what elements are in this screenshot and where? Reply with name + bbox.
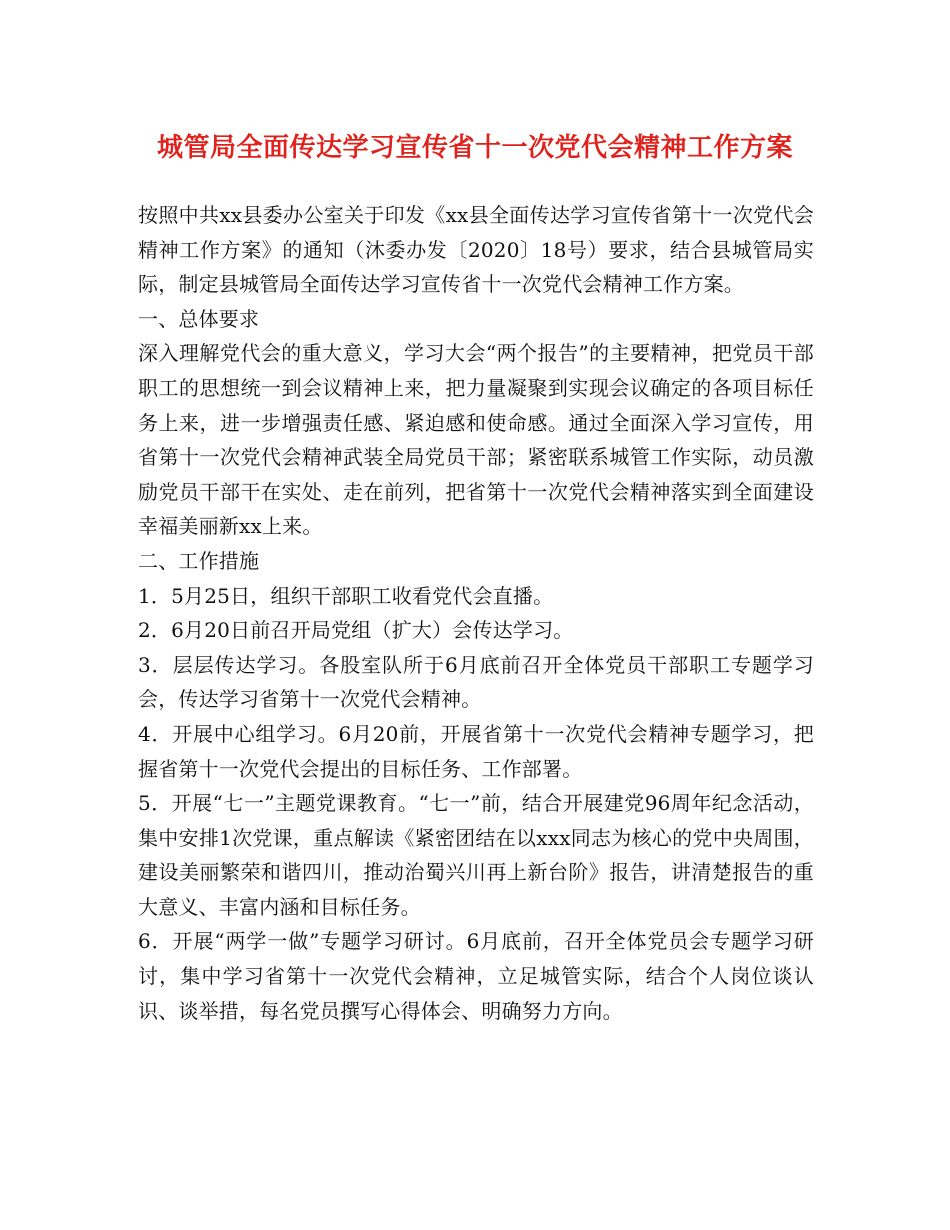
section-heading-work-measures: 二、工作措施 [138,548,260,573]
document-title: 城管局全面传达学习宣传省十一次党代会精神工作方案 [156,133,793,163]
document-body [138,198,814,1028]
intro-paragraph: 按照中共xx县委办公室关于印发《xx县全面传达学习宣传省第十一次党代会精神工作方案》的通知（沐委办发〔2020〕18号）要求，结合县城管局实际，制定县城管局全面传达学习宣传省十一次党代会精神工作方案。 [138,203,814,297]
measure-item-3: 3．层层传达学习。各股室队所于6月底前召开全体党员干部职工专题学习会，传达学习省第十一次党代会精神。 [138,652,814,712]
measure-item-6: 6．开展“两学一做”专题学习研讨。6月底前，召开全体党员会专题学习研讨，集中学习省第十一次党代会精神，立足城管实际，结合个人岗位谈认识、谈举措，每名党员撰写心得体会、明确努力方向。 [138,929,814,1023]
measure-item-1: 1．5月25日，组织干部职工收看党代会直播。 [138,583,554,608]
section-heading-general-requirements: 一、总体要求 [138,306,260,331]
measure-item-5: 5．开展“七一”主题党课教育。“七一”前，结合开展建党96周年纪念活动，集中安排1次党课，重点解读《紧密团结在以xxx同志为核心的党中央周围，建设美丽繁荣和谐四川，推动治蜀兴川再上新台阶》报告，讲清楚报告的重大意义、丰富内涵和目标任务。 [138,791,814,919]
measure-item-2: 2．6月20日前召开局党组（扩大）会传达学习。 [138,618,574,643]
measure-item-4: 4．开展中心组学习。6月20前，开展省第十一次党代会精神专题学习，把握省第十一次党代会提出的目标任务、工作部署。 [138,721,814,781]
general-requirements-paragraph: 深入理解党代会的重大意义，学习大会“两个报告”的主要精神，把党员干部职工的思想统一到会议精神上来，把力量凝聚到实现会议确定的各项目标任务上来，进一步增强责任感、紧迫感和使命感。通过全面深入学习宣传，用省第十一次党代会精神武装全局党员干部；紧密联系城管工作实际，动员激励党员干部干在实处、走在前列，把省第十一次党代会精神落实到全面建设幸福美丽新xx上来。 [138,341,814,539]
